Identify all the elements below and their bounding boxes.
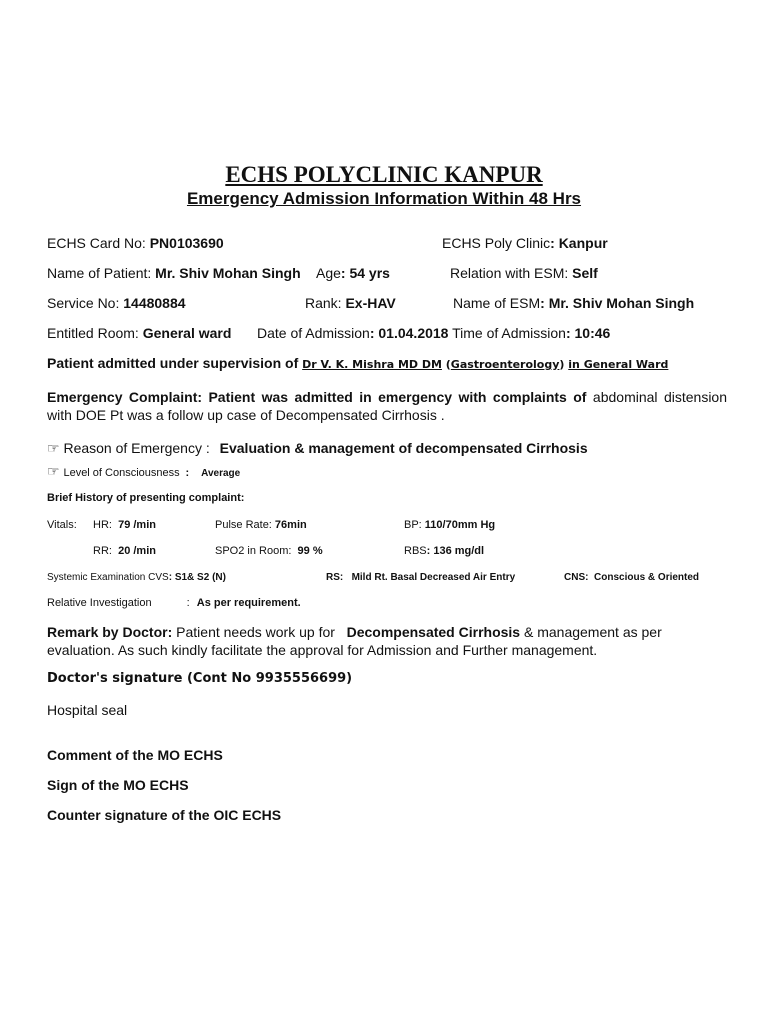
pointing-hand-icon: ☞ xyxy=(47,463,60,479)
patient-name-label: Name of Patient: xyxy=(47,265,156,281)
consciousness-label: Level of Consciousness xyxy=(63,467,180,479)
admission-datetime xyxy=(257,325,610,341)
supervision: Patient admitted under supervision of Dr V. K. Mishra MD DM (Gastroenterology) in General Ward xyxy=(47,355,669,371)
page-subtitle: Emergency Admission Information Within 48 Hrs xyxy=(186,189,582,208)
card-no-label: ECHS Card No: xyxy=(47,235,150,251)
entitled-room-label: Entitled Room: xyxy=(47,325,143,341)
reason-label: Reason of Emergency : xyxy=(63,440,210,456)
systemic-cvs xyxy=(47,572,226,583)
remark-text-1: Patient needs work up for xyxy=(172,624,339,640)
hr-value: 79 /min xyxy=(118,519,156,531)
cns-label: CNS: xyxy=(564,572,589,583)
rank-label: Rank: xyxy=(305,295,346,311)
rank xyxy=(305,295,396,311)
relation-label: Relation with ESM: xyxy=(450,265,573,281)
rank-value: Ex-HAV xyxy=(345,295,396,311)
pulse-value: 76min xyxy=(274,519,307,531)
admission-date-label: Date of Admission xyxy=(257,325,370,341)
supervising-doctor: Dr V. K. Mishra MD DM xyxy=(302,358,442,371)
systemic-cns xyxy=(564,572,699,583)
rs-value: Mild Rt. Basal Decreased Air Entry xyxy=(351,572,516,583)
spo2-value: 99 % xyxy=(297,545,323,557)
rbs xyxy=(404,545,484,557)
doctor-remark xyxy=(47,623,727,659)
pulse-rate xyxy=(215,519,307,531)
ward: in General Ward xyxy=(568,358,669,371)
admission-date-value: : 01.04.2018 xyxy=(369,325,449,341)
cvs-label: Systemic Examination CVS xyxy=(47,572,169,583)
consciousness-colon: : xyxy=(185,467,190,479)
respiratory-rate xyxy=(93,545,156,557)
service-no-value: 14480884 xyxy=(123,295,186,311)
admission-time-label: Time of Admission xyxy=(448,325,566,341)
rs-label: RS: xyxy=(326,572,344,583)
esm-name-value: : Mr. Shiv Mohan Singh xyxy=(540,295,695,311)
investigation-colon: : xyxy=(186,597,190,609)
esm-name xyxy=(453,295,694,311)
pulse-label: Pulse Rate: xyxy=(215,519,275,531)
card-no-value: PN0103690 xyxy=(149,235,224,251)
blood-pressure xyxy=(404,519,495,531)
service-no-label: Service No: xyxy=(47,295,124,311)
mo-sign: Sign of the MO ECHS xyxy=(47,777,189,793)
vitals-label: Vitals: xyxy=(47,519,77,531)
remark-text-2: & management as per evaluation. As such kindly facilitate the approval for Admission and Further management. xyxy=(47,624,662,658)
entitled-room xyxy=(47,325,231,341)
patient-age xyxy=(316,265,390,281)
relation xyxy=(450,265,598,281)
investigation-label: Relative Investigation xyxy=(47,597,152,609)
supervision-label: Patient admitted under supervision of xyxy=(47,355,303,371)
relative-investigation xyxy=(47,597,301,609)
oic-counter-signature: Counter signature of the OIC ECHS xyxy=(47,807,282,823)
patient-age-value: : 54 yrs xyxy=(340,265,390,281)
hospital-seal: Hospital seal xyxy=(47,702,128,718)
patient-age-label: Age xyxy=(316,265,341,281)
entitled-room-value: General ward xyxy=(142,325,232,341)
complaint-label: Emergency Complaint: Patient was admitted in emergency with complaints of xyxy=(47,389,587,405)
spo2-label: SPO2 in Room: xyxy=(215,545,292,557)
doctor-signature: Doctor's signature (Cont No 9935556699) xyxy=(47,671,353,686)
rr-value: 20 /min xyxy=(118,545,156,557)
history-label: Brief History of presenting complaint: xyxy=(47,492,245,504)
heart-rate xyxy=(93,519,156,531)
rr-label: RR: xyxy=(93,545,112,557)
rbs-value: : 136 mg/dl xyxy=(426,545,485,557)
cvs-value: : S1& S2 (N) xyxy=(168,572,226,583)
page-title: ECHS POLYCLINIC KANPUR xyxy=(225,162,543,187)
bp-value: 110/70mm Hg xyxy=(424,519,496,531)
rbs-label: RBS xyxy=(404,545,427,557)
spo2 xyxy=(215,545,323,557)
doctor-specialty: Gastroenterology xyxy=(450,358,560,371)
level-of-consciousness xyxy=(47,463,240,480)
investigation-value: As per requirement. xyxy=(196,597,301,609)
remark-diagnosis: Decompensated Cirrhosis xyxy=(346,624,521,640)
service-no xyxy=(47,295,186,311)
pointing-hand-icon: ☞ xyxy=(47,440,60,456)
mo-comment: Comment of the MO ECHS xyxy=(47,747,223,763)
admission-time-value: : 10:46 xyxy=(565,325,611,341)
patient-name-value: Mr. Shiv Mohan Singh xyxy=(155,265,301,281)
card-no xyxy=(47,235,224,251)
esm-name-label: Name of ESM xyxy=(453,295,541,311)
complaint-text: abdominal distension with DOE Pt was a follow up case of Decompensated Cirrhosis . xyxy=(47,389,727,423)
reason-of-emergency xyxy=(47,440,588,457)
polyclinic xyxy=(442,235,608,251)
hr-label: HR: xyxy=(93,519,112,531)
emergency-complaint xyxy=(47,388,727,424)
polyclinic-label: ECHS Poly Clinic xyxy=(442,235,551,251)
consciousness-value: Average xyxy=(201,468,241,479)
bp-label: BP: xyxy=(404,519,425,531)
remark-label: Remark by Doctor: xyxy=(47,624,173,640)
patient-name xyxy=(47,265,301,281)
reason-value: Evaluation & management of decompensated Cirrhosis xyxy=(219,440,588,456)
relation-value: Self xyxy=(572,265,598,281)
polyclinic-value: : Kanpur xyxy=(550,235,608,251)
systemic-rs xyxy=(326,572,515,583)
cns-value: Conscious & Oriented xyxy=(594,572,700,583)
